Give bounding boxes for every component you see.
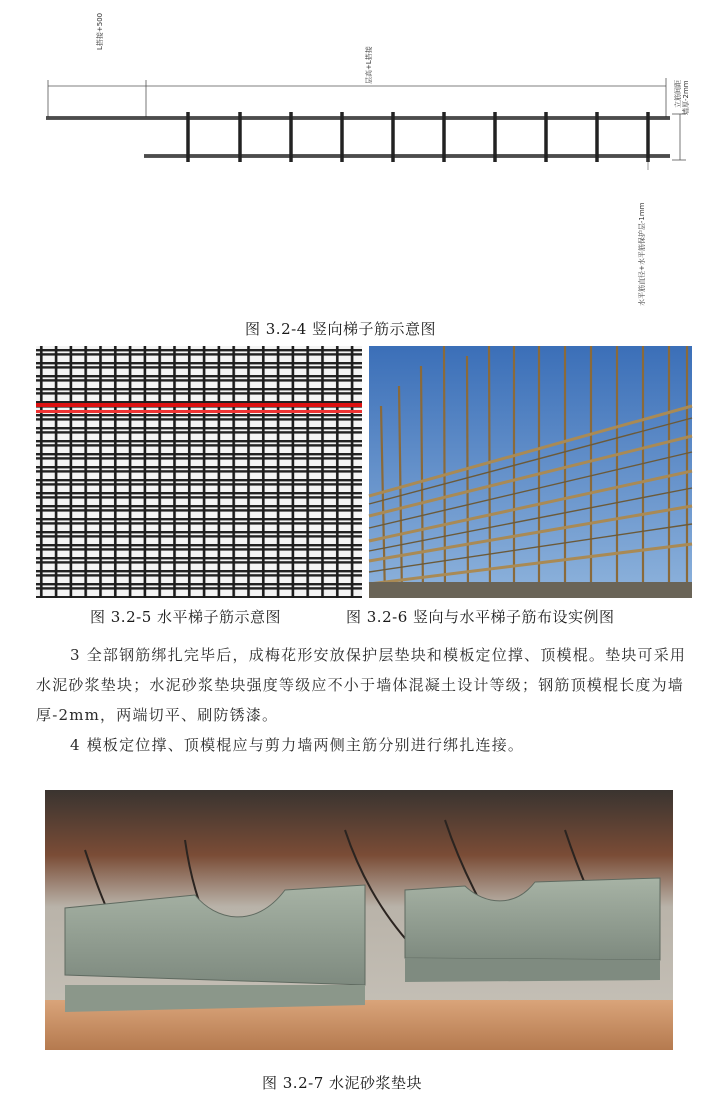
dim-rib-spacing-label: 立筋间距: [674, 80, 682, 108]
figure-caption-3-2-5: 图 3.2-5 水平梯子筋示意图: [90, 608, 282, 626]
horizontal-ladder-diagram: [36, 346, 362, 598]
paragraph-3: 3 全部钢筋绑扎完毕后，成梅花形安放保护层垫块和模板定位撑、顶模棍。垫块可采用水泥砂浆垫块；水泥砂浆垫块强度等级应不小于墙体混凝土设计等级；钢筋顶模棍长度为墙厚-2mm，两端切平、刷防锈漆。: [36, 646, 687, 724]
vertical-ladder-diagram: [36, 12, 690, 310]
paragraph-4: 4 模板定位撑、顶模棍应与剪力墙两侧主筋分别进行绑扎连接。: [70, 736, 525, 754]
dim-wall-label: 墙厚-2mm: [682, 80, 690, 115]
dim-lap-label: L搭接+500: [96, 12, 104, 50]
figure-caption-3-2-7: 图 3.2-7 水泥砂浆垫块: [262, 1074, 423, 1092]
dim-floor-label: 层高+L搭接: [365, 46, 373, 84]
mortar-block-photo: [45, 790, 673, 1050]
figure-caption-3-2-4: 图 3.2-4 竖向梯子筋示意图: [245, 320, 437, 338]
rebar-photo: [369, 346, 692, 598]
dim-horizontal-note: 水平筋直径+水平筋保护层-1mm: [638, 202, 646, 306]
figure-caption-3-2-6: 图 3.2-6 竖向与水平梯子筋布设实例图: [346, 608, 615, 626]
